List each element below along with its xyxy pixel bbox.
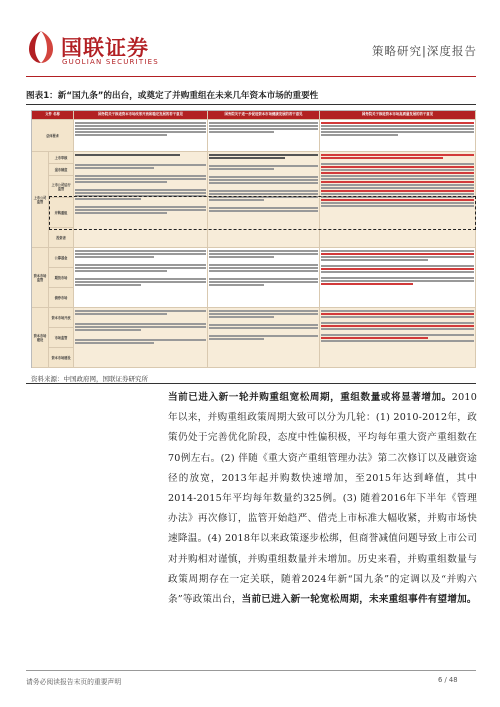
table-group-label: 资本市场建设: [32, 308, 49, 368]
table-row-label: 期货市场: [49, 268, 74, 288]
guolian-logo-icon: [27, 29, 55, 65]
body-paragraph: [168, 388, 477, 610]
footer-disclaimer: 请务必阅读报告末页的重要声明: [26, 678, 122, 686]
table-row-label: 市场监管: [49, 328, 74, 348]
table-row-label: 债券市场: [49, 288, 74, 308]
table-row-label: 上市审核: [49, 152, 74, 164]
logo-english-name: GUOLIAN SECURITIES: [62, 58, 159, 66]
figure-source-rule: [26, 383, 476, 384]
footer-divider: [26, 670, 476, 671]
merger-row-highlight: [49, 196, 476, 230]
table-header-cell: 国务院关于推进资本市场改革开放和稳定发展的若干意见: [74, 111, 208, 120]
table-row-label: 总体要求: [32, 120, 74, 152]
figure-title: 图表1：新“国九条”的出台，或奠定了并购重组在未来几年资本市场的重要性: [26, 91, 319, 101]
table-row-label: 资本市场建设: [49, 348, 74, 368]
body-lead-bold: 当前已进入新一轮并购重组宽松周期，重组数量或将显著增加。: [168, 392, 452, 403]
table-cell: [74, 248, 208, 308]
table-cell: [320, 120, 476, 152]
table-row-label: 资本市场开放: [49, 308, 74, 328]
policy-comparison-table: [31, 110, 476, 368]
figure-source: 资料来源：中国政府网，国联证券研究所: [31, 375, 148, 383]
table-cell: [208, 308, 320, 368]
table-header-cell: 文件 名称: [32, 111, 74, 120]
table-row-label: 公募基金: [49, 248, 74, 268]
table-group-label: 资本市场监管: [32, 248, 49, 308]
table-cell: [320, 308, 476, 368]
table-header-cell: 国务院关于推进资本市场高质量发展的若干意见: [320, 111, 476, 120]
report-type-label: 策略研究|深度报告: [372, 44, 477, 58]
table-group-label: 上市公司监管: [32, 152, 49, 248]
logo-chinese-name: 国联证券: [61, 35, 149, 60]
body-tail-bold: 当前已进入新一轮宽松周期，未来重组事件有望增加。: [241, 594, 477, 606]
table-cell: [320, 248, 476, 308]
table-row-label: 退市制度: [49, 164, 74, 176]
table-row-label: 投资者: [49, 228, 74, 248]
table-cell: [74, 120, 208, 152]
table-row-label: 上市公司运行监管: [49, 176, 74, 198]
table-cell: [208, 120, 320, 152]
table-cell: [74, 308, 208, 368]
table-header-cell: 国务院关于进一步促进资本市场健康发展的若干意见: [208, 111, 320, 120]
header-divider: [26, 76, 476, 77]
body-text: 2010年以来，并购重组政策周期大致可以分为几轮：(1) 2010-2012年，政策仍处于完善优化阶段，态度中性偏积极，平均每年重大资产重组数在70例左右。(2) 伴随《重大资产重组管理办法》第二次修订以及融资途径的放宽，2013年起并购数快速增加，至2015年达到峰值，其中2014-2015年平均每年数量约325例。(3) 随着2016年下半年《管理办法》再次修订，监管开始趋严、借壳上市标准大幅收紧，并购市场快速降温。(4) 2018年以来政策逐步松绑，但商誉减值问题导致上市公司对并购相对谨慎，并购重组数量并未增加。历史来看，并购重组数量与政策周期存在一定关联，随着2024年新“国九条”的定调以及“并购六条”等政策出台，: [168, 392, 477, 606]
table-cell: [208, 248, 320, 308]
page-number: 6 / 48: [438, 676, 458, 684]
table-row-label: 并购重组: [49, 198, 74, 228]
figure-title-rule: [26, 104, 476, 105]
